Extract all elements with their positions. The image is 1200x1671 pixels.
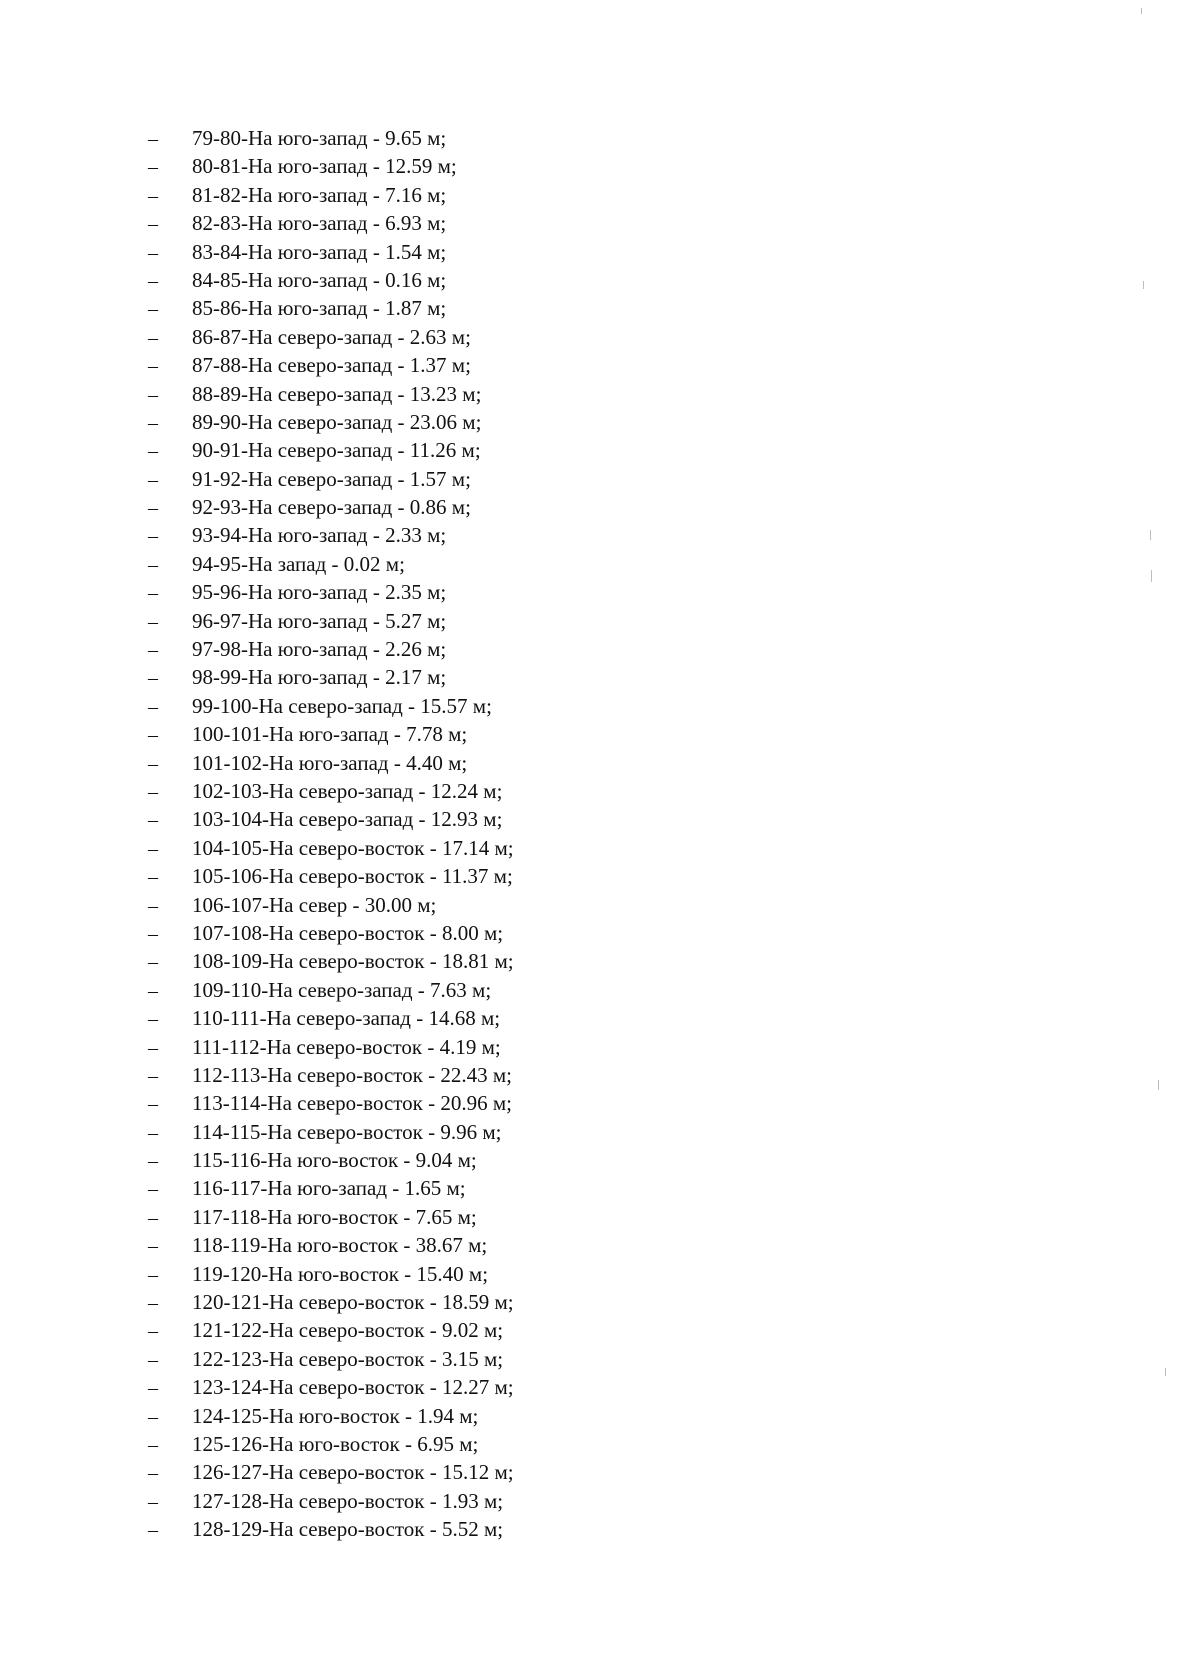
- segment-text: 91-92-На северо-запад - 1.57 м;: [192, 466, 471, 491]
- segment-text: 98-99-На юго-запад - 2.17 м;: [192, 665, 447, 690]
- segment-item: [148, 663, 848, 691]
- list-dash: –: [148, 411, 158, 434]
- segment-text: 110-111-На северо-запад - 14.68 м;: [192, 1006, 501, 1031]
- segment-item: [148, 124, 848, 152]
- list-dash: –: [148, 184, 158, 207]
- list-dash: –: [148, 1235, 158, 1258]
- segment-item: [148, 380, 848, 408]
- segment-item: [148, 1402, 848, 1430]
- segment-item: [148, 862, 848, 890]
- segment-text: 115-116-На юго-восток - 9.04 м;: [192, 1148, 477, 1173]
- list-dash: –: [148, 1519, 158, 1542]
- segment-text: 99-100-На северо-запад - 15.57 м;: [192, 693, 492, 718]
- list-dash: –: [148, 979, 158, 1002]
- list-dash: –: [148, 269, 158, 292]
- scan-artifact: [1151, 570, 1152, 582]
- list-dash: –: [148, 1206, 158, 1229]
- segment-text: 92-93-На северо-запад - 0.86 м;: [192, 495, 471, 520]
- list-dash: –: [148, 213, 158, 236]
- segment-text: 120-121-На северо-восток - 18.59 м;: [192, 1290, 514, 1315]
- list-dash: –: [148, 440, 158, 463]
- segment-text: 125-126-На юго-восток - 6.95 м;: [192, 1431, 479, 1456]
- segment-item: [148, 436, 848, 464]
- segment-item: [148, 351, 848, 379]
- segment-item: [148, 1260, 848, 1288]
- segment-text: 123-124-На северо-восток - 12.27 м;: [192, 1375, 514, 1400]
- segment-item: [148, 493, 848, 521]
- list-dash: –: [148, 525, 158, 548]
- segment-text: 121-122-На северо-восток - 9.02 м;: [192, 1318, 504, 1343]
- segment-text: 114-115-На северо-восток - 9.96 м;: [192, 1119, 502, 1144]
- segment-item: [148, 607, 848, 635]
- boundary-segment-list: [148, 124, 848, 1544]
- segment-item: [148, 1033, 848, 1061]
- list-dash: –: [148, 1348, 158, 1371]
- segment-text: 84-85-На юго-запад - 0.16 м;: [192, 267, 447, 292]
- segment-item: [148, 1118, 848, 1146]
- list-dash: –: [148, 752, 158, 775]
- segment-text: 101-102-На юго-запад - 4.40 м;: [192, 750, 468, 775]
- segment-text: 96-97-На юго-запад - 5.27 м;: [192, 608, 447, 633]
- segment-text: 87-88-На северо-запад - 1.37 м;: [192, 353, 471, 378]
- segment-item: [148, 1458, 848, 1486]
- list-dash: –: [148, 610, 158, 633]
- list-dash: –: [148, 128, 158, 150]
- segment-item: [148, 152, 848, 180]
- list-dash: –: [148, 866, 158, 889]
- segment-item: [148, 947, 848, 975]
- list-dash: –: [148, 1093, 158, 1116]
- segment-text: 102-103-На северо-запад - 12.24 м;: [192, 778, 503, 803]
- list-dash: –: [148, 1490, 158, 1513]
- segment-text: 85-86-На юго-запад - 1.87 м;: [192, 296, 447, 321]
- segment-item: [148, 1061, 848, 1089]
- segment-text: 127-128-На северо-восток - 1.93 м;: [192, 1488, 504, 1513]
- list-dash: –: [148, 1150, 158, 1173]
- segment-text: 95-96-На юго-запад - 2.35 м;: [192, 580, 447, 605]
- list-dash: –: [148, 1405, 158, 1428]
- segment-text: 90-91-На северо-запад - 11.26 м;: [192, 438, 481, 463]
- segment-text: 112-113-На северо-восток - 22.43 м;: [192, 1062, 513, 1087]
- list-dash: –: [148, 1064, 158, 1087]
- scan-artifact: [1141, 8, 1142, 14]
- list-dash: –: [148, 553, 158, 576]
- list-dash: –: [148, 1263, 158, 1286]
- segment-text: 108-109-На северо-восток - 18.81 м;: [192, 949, 514, 974]
- segment-text: 79-80-На юго-запад - 9.65 м;: [192, 126, 447, 150]
- segment-item: [148, 1203, 848, 1231]
- list-dash: –: [148, 1462, 158, 1485]
- segment-text: 100-101-На юго-запад - 7.78 м;: [192, 722, 468, 747]
- list-dash: –: [148, 1433, 158, 1456]
- segment-item: [148, 1288, 848, 1316]
- segment-item: [148, 1089, 848, 1117]
- segment-item: [148, 323, 848, 351]
- segment-item: [148, 976, 848, 1004]
- list-dash: –: [148, 639, 158, 662]
- segment-item: [148, 294, 848, 322]
- segment-text: 111-112-На северо-восток - 4.19 м;: [192, 1034, 501, 1059]
- segment-text: 116-117-На юго-запад - 1.65 м;: [192, 1176, 466, 1201]
- scan-artifact: [1165, 1368, 1166, 1376]
- segment-item: [148, 181, 848, 209]
- segment-text: 118-119-На юго-восток - 38.67 м;: [192, 1233, 488, 1258]
- segment-item: [148, 408, 848, 436]
- list-dash: –: [148, 1320, 158, 1343]
- list-dash: –: [148, 1121, 158, 1144]
- segment-item: [148, 465, 848, 493]
- segment-item: [148, 919, 848, 947]
- list-dash: –: [148, 724, 158, 747]
- segment-item: [148, 521, 848, 549]
- segment-item: [148, 1373, 848, 1401]
- segment-text: 126-127-На северо-восток - 15.12 м;: [192, 1460, 514, 1485]
- segment-item: [148, 805, 848, 833]
- segment-text: 80-81-На юго-запад - 12.59 м;: [192, 154, 457, 179]
- segment-item: [148, 1316, 848, 1344]
- scan-artifact: [1150, 530, 1151, 540]
- segment-item: [148, 209, 848, 237]
- segment-item: [148, 635, 848, 663]
- segment-item: [148, 1231, 848, 1259]
- segment-text: 89-90-На северо-запад - 23.06 м;: [192, 409, 482, 434]
- segment-text: 93-94-На юго-запад - 2.33 м;: [192, 523, 447, 548]
- segment-text: 109-110-На северо-запад - 7.63 м;: [192, 977, 492, 1002]
- list-dash: –: [148, 326, 158, 349]
- list-dash: –: [148, 355, 158, 378]
- segment-item: [148, 834, 848, 862]
- list-dash: –: [148, 298, 158, 321]
- segment-item: [148, 891, 848, 919]
- segment-item: [148, 1146, 848, 1174]
- list-dash: –: [148, 1178, 158, 1201]
- segment-text: 86-87-На северо-запад - 2.63 м;: [192, 324, 471, 349]
- scan-artifact: [1143, 281, 1144, 289]
- segment-item: [148, 749, 848, 777]
- segment-text: 107-108-На северо-восток - 8.00 м;: [192, 920, 504, 945]
- list-dash: –: [148, 468, 158, 491]
- list-dash: –: [148, 1292, 158, 1315]
- segment-text: 113-114-На северо-восток - 20.96 м;: [192, 1091, 513, 1116]
- segment-item: [148, 578, 848, 606]
- list-dash: –: [148, 383, 158, 406]
- list-dash: –: [148, 1377, 158, 1400]
- segment-text: 105-106-На северо-восток - 11.37 м;: [192, 864, 513, 889]
- segment-item: [148, 1487, 848, 1515]
- segment-item: [148, 720, 848, 748]
- segment-item: [148, 692, 848, 720]
- list-dash: –: [148, 1036, 158, 1059]
- segment-text: 122-123-На северо-восток - 3.15 м;: [192, 1346, 504, 1371]
- list-dash: –: [148, 894, 158, 917]
- segment-item: [148, 1345, 848, 1373]
- list-dash: –: [148, 922, 158, 945]
- list-dash: –: [148, 837, 158, 860]
- segment-item: [148, 777, 848, 805]
- segment-text: 124-125-На юго-восток - 1.94 м;: [192, 1403, 479, 1428]
- segment-item: [148, 1515, 848, 1543]
- segment-text: 128-129-На северо-восток - 5.52 м;: [192, 1517, 504, 1542]
- list-dash: –: [148, 497, 158, 520]
- list-dash: –: [148, 156, 158, 179]
- segment-item: [148, 266, 848, 294]
- list-dash: –: [148, 809, 158, 832]
- segment-text: 103-104-На северо-запад - 12.93 м;: [192, 807, 503, 832]
- list-dash: –: [148, 582, 158, 605]
- list-dash: –: [148, 241, 158, 264]
- list-dash: –: [148, 667, 158, 690]
- segment-text: 88-89-На северо-запад - 13.23 м;: [192, 381, 482, 406]
- segment-text: 82-83-На юго-запад - 6.93 м;: [192, 211, 447, 236]
- segment-item: [148, 550, 848, 578]
- list-dash: –: [148, 951, 158, 974]
- list-dash: –: [148, 1008, 158, 1031]
- segment-text: 97-98-На юго-запад - 2.26 м;: [192, 637, 447, 662]
- segment-item: [148, 238, 848, 266]
- segment-text: 104-105-На северо-восток - 17.14 м;: [192, 835, 514, 860]
- list-dash: –: [148, 780, 158, 803]
- segment-text: 83-84-На юго-запад - 1.54 м;: [192, 239, 447, 264]
- list-dash: –: [148, 695, 158, 718]
- segment-text: 119-120-На юго-восток - 15.40 м;: [192, 1261, 489, 1286]
- segment-text: 117-118-На юго-восток - 7.65 м;: [192, 1204, 477, 1229]
- segment-item: [148, 1004, 848, 1032]
- segment-text: 81-82-На юго-запад - 7.16 м;: [192, 182, 447, 207]
- segment-item: [148, 1430, 848, 1458]
- segment-text: 106-107-На север - 30.00 м;: [192, 892, 437, 917]
- scan-artifact: [1158, 1080, 1159, 1090]
- segment-item: [148, 1174, 848, 1202]
- segment-text: 94-95-На запад - 0.02 м;: [192, 551, 405, 576]
